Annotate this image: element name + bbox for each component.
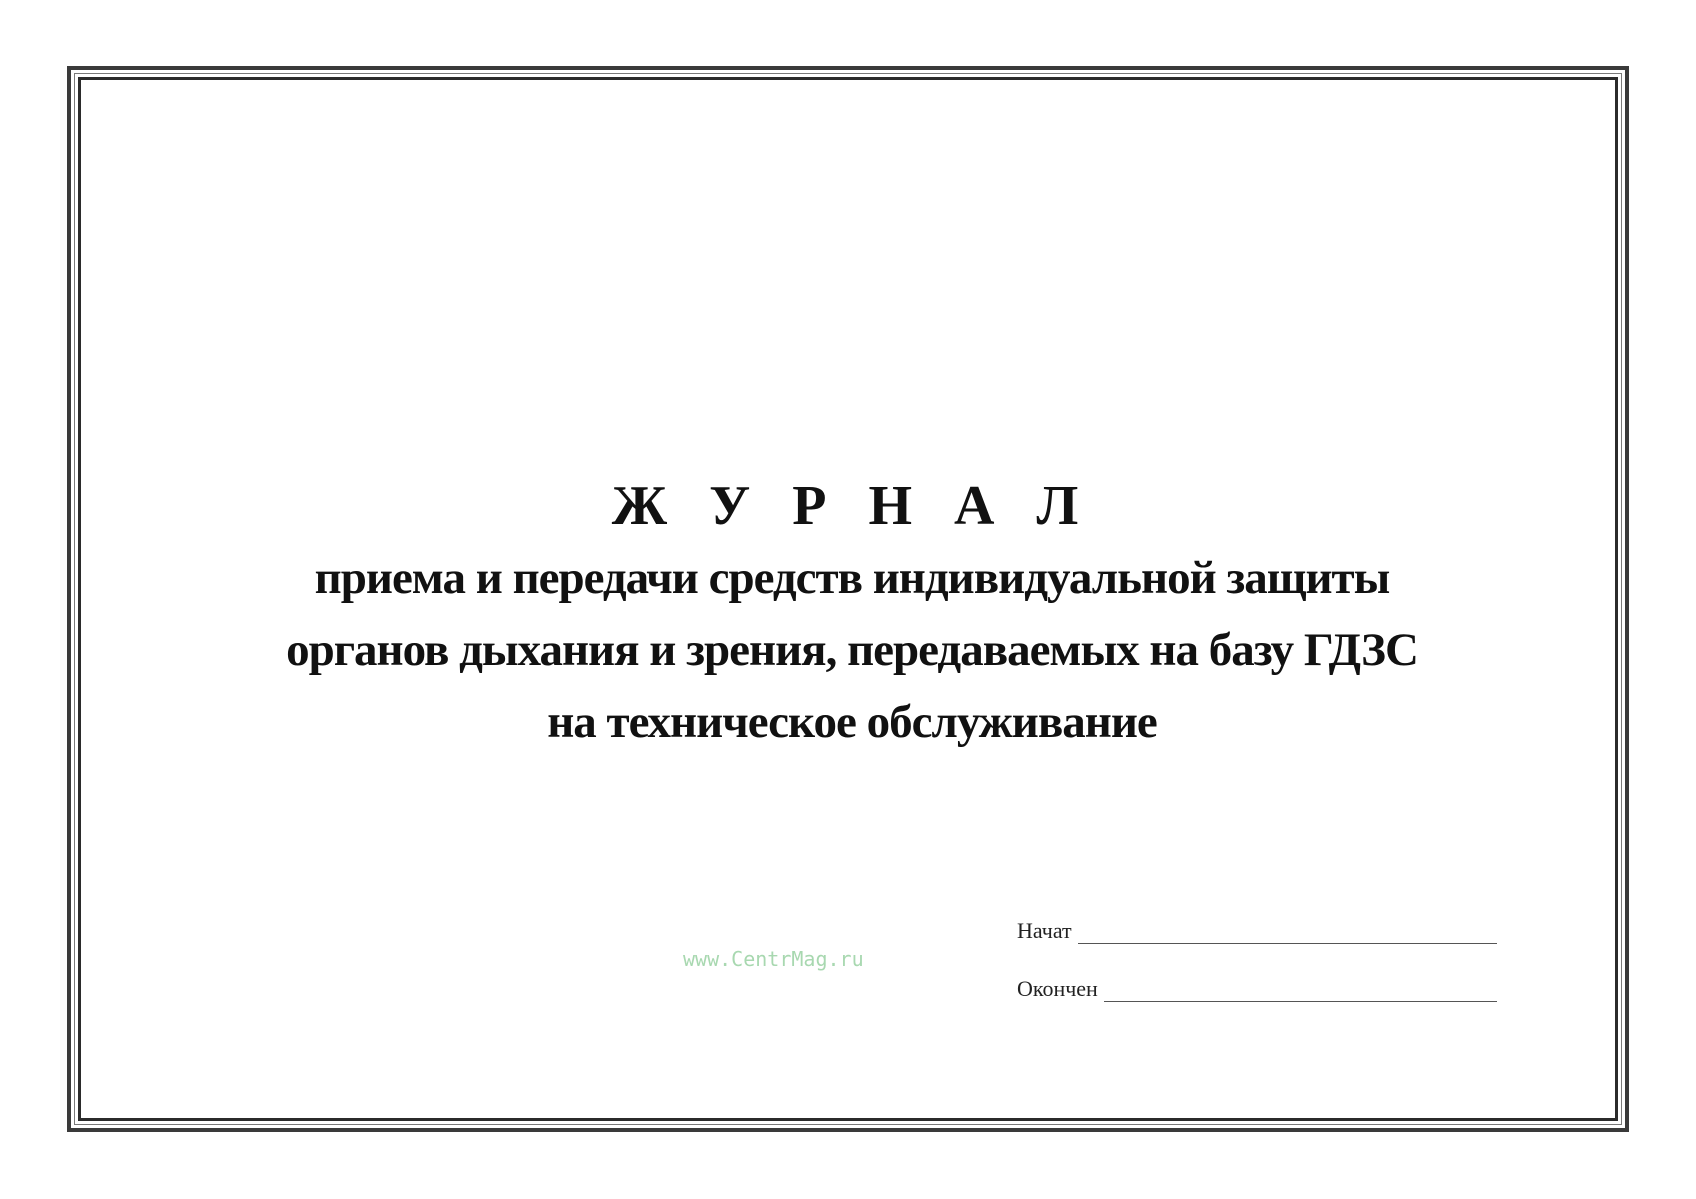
subtitle-line-1: приема и передачи средств индивидуальной защиты [314,552,1390,604]
title-block [71,470,1633,758]
journal-title: Ж У Р Н А Л [611,475,1093,537]
started-line [1078,925,1497,944]
started-field [1017,918,1497,944]
ended-field [1017,976,1497,1002]
subtitle-line-3: на техническое обслуживание [547,696,1157,748]
journal-cover [67,66,1629,1132]
started-label: Начат [1017,918,1072,943]
watermark-text: www.CentrMag.ru [683,947,864,971]
subtitle-line-2: органов дыхания и зрения, передаваемых на базу ГДЗС [286,624,1418,676]
ended-label: Окончен [1017,976,1098,1001]
ended-line [1104,983,1497,1002]
